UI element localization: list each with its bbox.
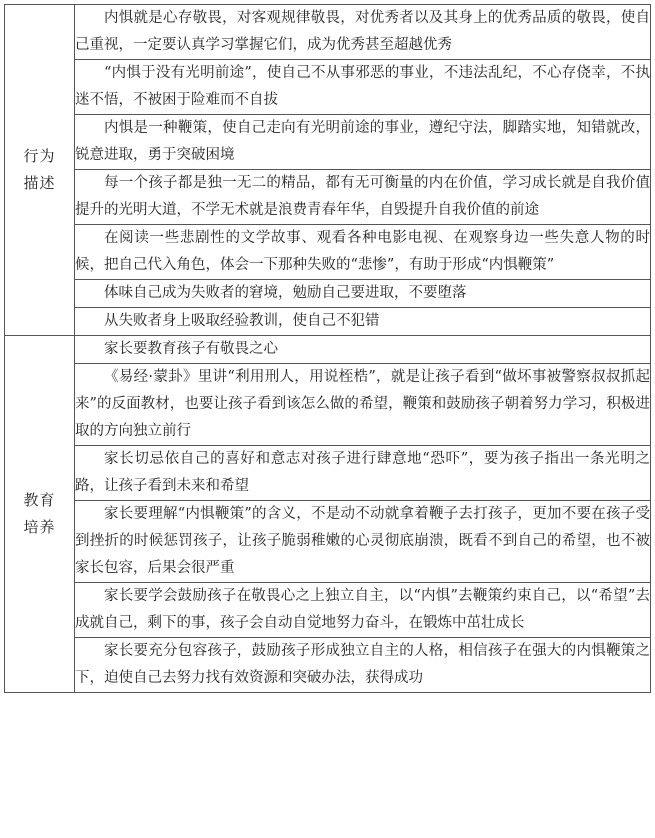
table-row <box>5 5 651 60</box>
category-label: 培养 <box>23 518 56 536</box>
table-row <box>5 308 651 336</box>
table-cell: 家长要学会鼓励孩子在敬畏心之上独立自主，以“内惧”去鞭策约束自己，以“希望”去成就自己，剩下的事，孩子会自动自觉地努力奋斗，在锻炼中茁壮成长 <box>75 583 651 638</box>
table-row <box>5 225 651 280</box>
table-cell: 家长要教育孩子有敬畏之心 <box>75 336 651 364</box>
table-row <box>5 446 651 501</box>
content-table <box>4 4 651 693</box>
table-cell: 内惧就是心存敬畏，对客观规律敬畏，对优秀者以及其身上的优秀品质的敬畏，使自己重视，一定要认真学习掌握它们，成为优秀甚至超越优秀 <box>75 5 651 60</box>
category-cell-behavior <box>5 5 75 336</box>
table-row <box>5 364 651 446</box>
table-cell: 每一个孩子都是独一无二的精品，都有无可衡量的内在价值，学习成长就是自我价值提升的光明大道，不学无术就是浪费青春年华，自毁提升自我价值的前途 <box>75 170 651 225</box>
table-cell: 家长切忌依自己的喜好和意志对孩子进行肆意地“恐吓”，要为孩子指出一条光明之路，让孩子看到未来和希望 <box>75 446 651 501</box>
table-cell: 家长要充分包容孩子，鼓励孩子形成独立自主的人格，相信孩子在强大的内惧鞭策之下，迫使自己去努力找有效资源和突破办法，获得成功 <box>75 638 651 693</box>
table-row <box>5 115 651 170</box>
table-row <box>5 170 651 225</box>
table-cell: 在阅读一些悲剧性的文学故事、观看各种电影电视、在观察身边一些失意人物的时候，把自己代入角色，体会一下那种失败的“悲惨”，有助于形成“内惧鞭策” <box>75 225 651 280</box>
category-label: 描述 <box>23 174 56 192</box>
table-row <box>5 336 651 364</box>
category-cell-education <box>5 336 75 693</box>
table-row <box>5 501 651 583</box>
table-row <box>5 280 651 308</box>
table-row <box>5 583 651 638</box>
table-cell: 家长要理解“内惧鞭策”的含义，不是动不动就拿着鞭子去打孩子，更加不要在孩子受到挫折的时候惩罚孩子，让孩子脆弱稚嫩的心灵彻底崩溃，既看不到自己的希望，也不被家长包容，后果会很严重 <box>75 501 651 583</box>
table-cell: 内惧是一种鞭策，使自己走向有光明前途的事业，遵纪守法，脚踏实地，知错就改，锐意进取，勇于突破困境 <box>75 115 651 170</box>
category-label: 行为 <box>23 147 56 165</box>
table-row <box>5 638 651 693</box>
table-cell: “内惧于没有光明前途”，使自己不从事邪恶的事业，不违法乱纪，不心存侥幸，不执迷不悟，不被困于险难而不自拔 <box>75 60 651 115</box>
table-cell: 从失败者身上吸取经验教训，使自己不犯错 <box>75 308 651 336</box>
category-label: 教育 <box>23 491 56 509</box>
table-cell: 体味自己成为失败者的窘境，勉励自己要进取，不要堕落 <box>75 280 651 308</box>
table-row <box>5 60 651 115</box>
table-cell: 《易经·蒙卦》里讲“利用刑人，用说桎梏”，就是让孩子看到“做坏事被警察叔叔抓起来”的反面教材，也要让孩子看到该怎么做的希望，鞭策和鼓励孩子朝着努力学习，积极进取的方向独立前行 <box>75 364 651 446</box>
